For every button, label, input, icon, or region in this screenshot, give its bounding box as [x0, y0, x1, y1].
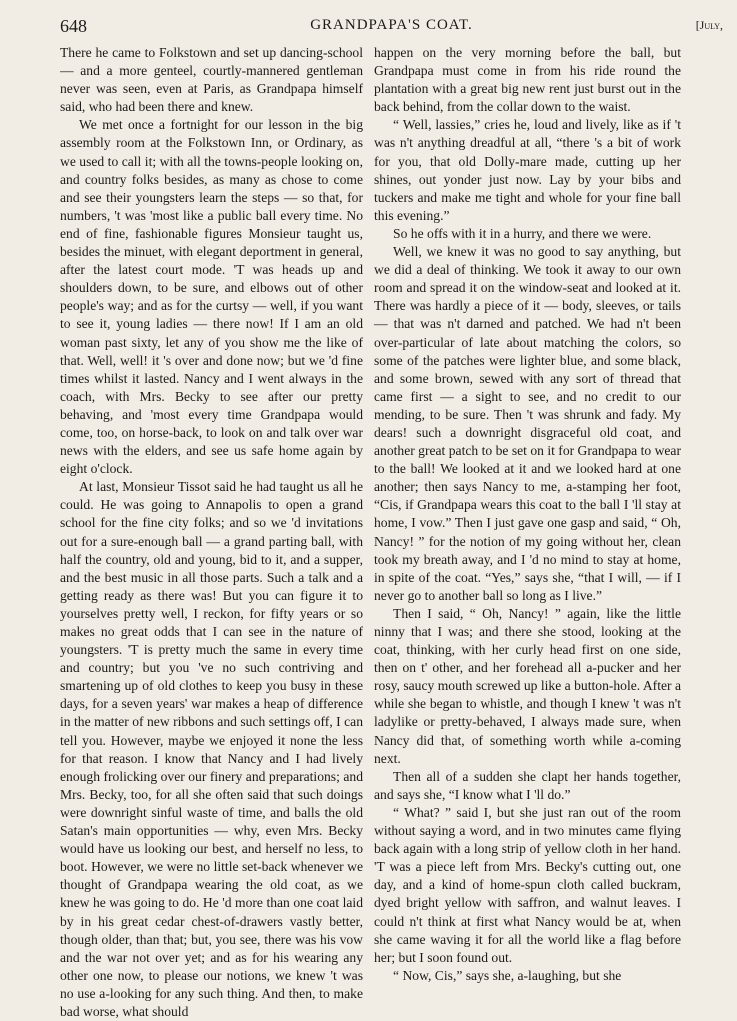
paragraph: “ Well, lassies,” cries he, loud and lively, like as if 't was n't anything dreadful at all, “there 's a bit of work for you, that old Dolly-mare made, cutting up her shines, out yonder just now. Lay by your bibs and tuckers and make me tight and whole for your fine ball this evening.” [374, 117, 681, 223]
paragraph: Then all of a sudden she clapt her hands together, and says she, “I know what I 'll do.” [374, 768, 681, 802]
paragraph: Then I said, “ Oh, Nancy! ” again, like the little ninny that I was; and there she stood, looking at the coat, thinking, with her curly head first on one side, then on t' other, and her forehead all a-pucker and her rosy, saucy mouth screwed up like a button-hole. After a while she began to whistle, and though I knew 't was n't ladylike or pretty-behaved, I always made sure, when Nancy did that, of something worth while a-coming next. [374, 605, 681, 766]
paragraph: Well, we knew it was no good to say anything, but we did a deal of thinking. We took it away to our own room and spread it on the window-seat and looked at it. There was hardly a piece of it — body, sleeves, or tails — that was n't darned and patched. We had n't been over-particular of late about matching the colors, so some of the patches were lighter blue, and some black, and some brown, sewed with any sort of thread that came first — a sight to see, and no credit to our mending, to be sure. Then 't was shrunk and fady. My dears! such a downright disgraceful old coat, and another great patch to be set on it for Grandpapa to wear to the ball! We looked at it and we looked hard at one another; then says Nancy to me, a-stamping her foot, “Cis, if Grandpapa wears this coat to the ball I 'll stay at home, I vow.” Then I just gave one gasp and said, “ Oh, Nancy! ” for the notion of my going without her, clean took my breath away, and I 'd no mind to stay at home, in spite of the coat. “Yes,” says she, “that I will, — if I never go to another ball so long as I live.” [374, 244, 681, 603]
issue-month: [July, [695, 18, 723, 32]
running-title: GRANDPAPA'S COAT. [310, 17, 473, 33]
paragraph: There he came to Folkstown and set up dancing-school — and a more genteel, courtly-mannered gentleman never was seen, even at Paris, as Grandpapa himself said, who had been there and knew. [60, 45, 363, 115]
right-column [374, 44, 681, 985]
paragraph: “ What? ” said I, but she just ran out of the room without saying a word, and in two minutes came flying back again with a long strip of yellow cloth in her hand. 'T was a piece left from Mrs. Becky's cutting out, one day, and a kind of home-spun cloth called buckram, dyed bright yellow with saffron, and walnut leaves. I could n't think at first what Nancy would be at, when she came waving it for all the world like a flag before her; but I soon found out. [374, 804, 681, 965]
paragraph: At last, Monsieur Tissot said he had taught us all he could. He was going to Annapolis to open a grand school for the fine city folks; and so we 'd invitations out for a sure-enough ball — a grand parting ball, with half the country, old and young, bid to it, and a supper, and the best music in all those parts. Such a talk and a getting ready as there was! But you can figure it to yourselves pretty well, I reckon, for fifty years or so makes no great odds that I can see in the nature of youngsters. 'T is pretty much the same in every time and country; but you 've no such contriving and smartening up of old clothes to keep you busy in these days, for a seven years' war makes a heap of difference in the matter of new ribbons and such settings off, I can tell you. However, maybe we enjoyed it none the less for that reason. I know that Nancy and I had lively enough frolicking over our finery and preparations; and Mrs. Becky, too, for all she often said that such doings were downright sinful waste of time, and balls the old Satan's main opportunities — why, even Mrs. Becky would have us looking our best, and herself no less, to boot. However, we were no little set-back whenever we thought of Grandpapa wearing the old coat, as we knew he was going to do. He 'd more than one coat laid by in his great cedar chest-of-drawers vastly better, though older, than that; but, you see, there was his vow and the war not over yet; and as for his wearing any other one now, to please our notions, we knew 't was no use a-looking for any such thing. And then, to make bad worse, what should [60, 479, 363, 1019]
paragraph: happen on the very morning before the ball, but Grandpapa must come in from his ride round the plantation with a great big new rent just burst out in the back behind, from the collar down to the waist. [374, 45, 681, 115]
paragraph: We met once a fortnight for our lesson in the big assembly room at the Folkstown Inn, or Ordinary, as we used to call it; with all the towns-people looking on, and country folks besides, as many as chose to come and see their youngsters learn the steps — so that, for numbers, 't was 'most like a public ball every time. No end of fine, fashionable figures Monsieur taught us, besides the minuet, with elegant deportment in general, after the latest court mode. 'T was heads up and shoulders down, to be sure, and elbows out of other people's way; and as for the curtsy — well, if you want to see it, young ladies — there now! If I am an old woman past sixty, let any of you show me the like of that. Well, well! it 's over and done now; but we 'd fine times whilst it lasted. Nancy and I went always in the coach, with Mrs. Becky to see after our pretty behaving, and 'most every time Grandpapa would come, too, on horse-back, to look on and talk over war news with the elders, and see us safe home again by eight o'clock. [60, 117, 363, 477]
left-column [60, 44, 363, 1021]
page-number: 648 [60, 16, 87, 36]
running-header [60, 14, 723, 38]
paragraph: “ Now, Cis,” says she, a-laughing, but she [393, 967, 622, 983]
paragraph: So he offs with it in a hurry, and there we were. [393, 225, 652, 241]
